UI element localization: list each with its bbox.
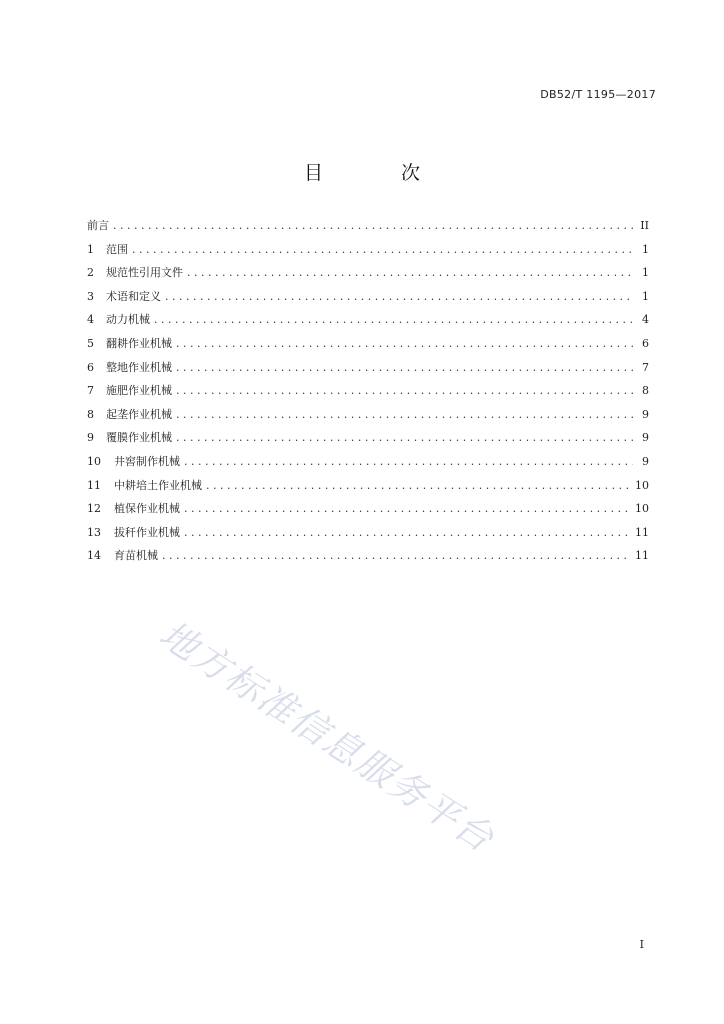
toc-entry-preface[interactable] bbox=[87, 217, 649, 241]
toc-dot-leader bbox=[176, 337, 633, 350]
toc-entry-page: 9 bbox=[642, 407, 649, 421]
toc-entry-page: 11 bbox=[635, 549, 649, 563]
toc-entry-page: 1 bbox=[642, 242, 649, 256]
toc-entry-1[interactable] bbox=[87, 241, 649, 265]
toc-entry-14[interactable] bbox=[87, 547, 649, 571]
toc-dot-leader bbox=[154, 313, 633, 326]
toc-dot-leader bbox=[184, 455, 633, 468]
toc-dot-leader bbox=[162, 549, 631, 562]
toc-entry-6[interactable] bbox=[87, 359, 649, 383]
toc-entry-number: 12 bbox=[87, 502, 101, 516]
toc-entry-number: 9 bbox=[87, 431, 94, 445]
toc-title: 目 次 bbox=[303, 162, 457, 184]
toc-entry-label: 植保作业机械 bbox=[114, 502, 180, 516]
toc-entry-number: 10 bbox=[87, 454, 101, 468]
toc-dot-leader bbox=[176, 408, 633, 421]
toc-entry-page: 7 bbox=[642, 360, 649, 374]
toc-entry-4[interactable] bbox=[87, 311, 649, 335]
toc-entry-9[interactable] bbox=[87, 429, 649, 453]
toc-entry-label: 范围 bbox=[106, 242, 128, 256]
toc-entry-number: 6 bbox=[87, 360, 94, 374]
toc-entry-7[interactable] bbox=[87, 382, 649, 406]
toc-entry-label: 起垄作业机械 bbox=[106, 407, 172, 421]
toc-entry-number: 5 bbox=[87, 336, 94, 350]
toc-entry-12[interactable] bbox=[87, 500, 649, 524]
toc-entry-number: 13 bbox=[87, 525, 101, 539]
toc-entry-page: 1 bbox=[642, 289, 649, 303]
toc-entry-page: 4 bbox=[642, 313, 649, 327]
toc-entry-page: 9 bbox=[642, 454, 649, 468]
toc-entry-page: 10 bbox=[635, 502, 649, 516]
toc-entry-8[interactable] bbox=[87, 406, 649, 430]
toc-entry-label: 拔秆作业机械 bbox=[114, 525, 180, 539]
toc-dot-leader bbox=[176, 431, 633, 444]
page-number: I bbox=[639, 938, 644, 951]
toc-dot-leader bbox=[206, 479, 631, 492]
toc-entry-number: 3 bbox=[87, 289, 94, 303]
toc-dot-leader bbox=[113, 219, 633, 232]
toc-entry-number: 7 bbox=[87, 384, 94, 398]
watermark: 地方标准信息服务平台 bbox=[151, 612, 503, 862]
toc-entry-label: 整地作业机械 bbox=[106, 360, 172, 374]
toc-entry-page: 9 bbox=[642, 431, 649, 445]
toc-entry-page: 10 bbox=[635, 478, 649, 492]
toc-entry-page: 11 bbox=[635, 525, 649, 539]
toc-entry-label: 育苗机械 bbox=[114, 549, 158, 563]
standard-code: DB52/T 1195—2017 bbox=[540, 88, 656, 101]
toc-entry-2[interactable] bbox=[87, 264, 649, 288]
toc-entry-page: 1 bbox=[642, 266, 649, 280]
toc-entry-label: 术语和定义 bbox=[106, 289, 161, 303]
toc-entry-5[interactable] bbox=[87, 335, 649, 359]
toc-entry-11[interactable] bbox=[87, 477, 649, 501]
toc-entry-number: 4 bbox=[87, 313, 94, 327]
toc-entry-10[interactable] bbox=[87, 453, 649, 477]
toc-list bbox=[87, 217, 649, 571]
toc-dot-leader bbox=[176, 384, 633, 397]
toc-entry-label: 井窖制作机械 bbox=[114, 454, 180, 468]
toc-entry-number: 11 bbox=[87, 478, 101, 492]
toc-entry-3[interactable] bbox=[87, 288, 649, 312]
toc-entry-label: 前言 bbox=[87, 219, 109, 232]
toc-dot-leader bbox=[184, 526, 631, 539]
toc-entry-number: 2 bbox=[87, 266, 94, 280]
toc-dot-leader bbox=[176, 361, 633, 374]
toc-entry-page: II bbox=[640, 219, 649, 232]
toc-dot-leader bbox=[187, 266, 633, 279]
toc-entry-number: 1 bbox=[87, 242, 94, 256]
toc-entry-13[interactable] bbox=[87, 524, 649, 548]
toc-entry-number: 8 bbox=[87, 407, 94, 421]
toc-entry-label: 中耕培土作业机械 bbox=[114, 478, 202, 492]
toc-entry-page: 8 bbox=[642, 384, 649, 398]
toc-dot-leader bbox=[165, 290, 633, 303]
toc-entry-label: 规范性引用文件 bbox=[106, 266, 183, 280]
toc-entry-label: 翻耕作业机械 bbox=[106, 336, 172, 350]
toc-entry-label: 覆膜作业机械 bbox=[106, 431, 172, 445]
toc-dot-leader bbox=[132, 243, 633, 256]
toc-entry-label: 动力机械 bbox=[106, 313, 150, 327]
toc-entry-number: 14 bbox=[87, 549, 101, 563]
toc-entry-label: 施肥作业机械 bbox=[106, 384, 172, 398]
toc-entry-page: 6 bbox=[642, 336, 649, 350]
toc-dot-leader bbox=[184, 502, 631, 515]
